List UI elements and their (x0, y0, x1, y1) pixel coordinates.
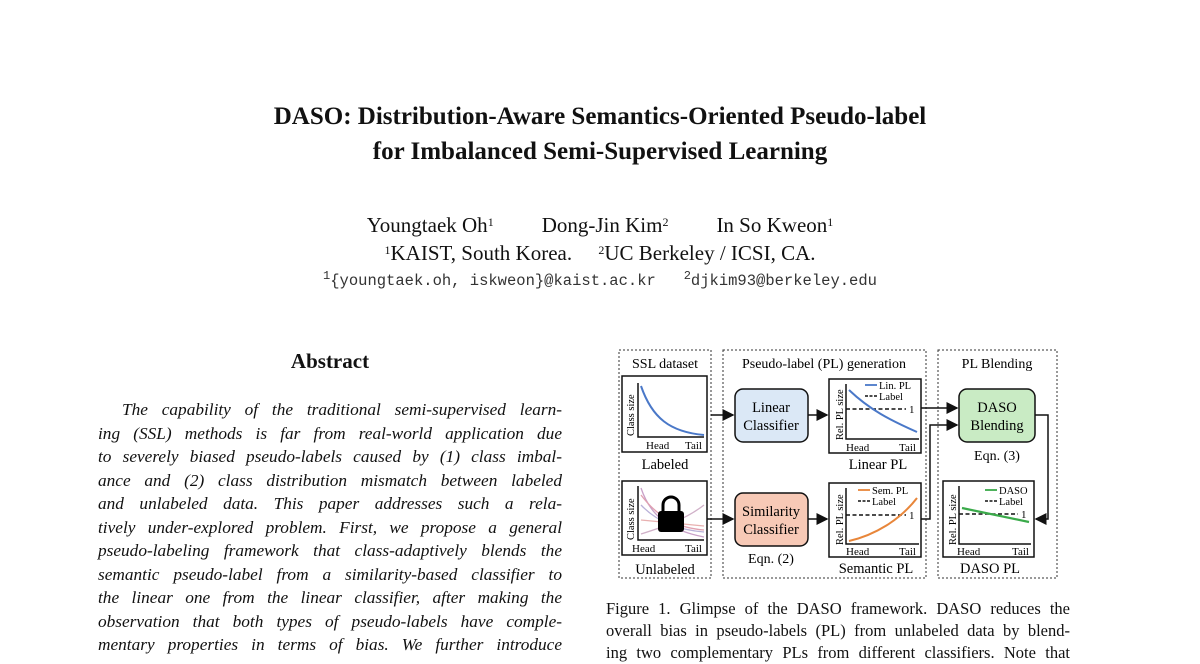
eqn3-label: Eqn. (3) (974, 449, 1020, 464)
daso-blending-label: Blending (970, 418, 1024, 434)
linear-classifier-label: Classifier (743, 418, 799, 434)
axis-label-head: Head (846, 442, 870, 454)
labeled-plot (622, 376, 707, 452)
daso-pl-label: DASO PL (959, 561, 1021, 577)
unlabeled-plot (622, 481, 707, 555)
unlabeled-label: Unlabeled (635, 562, 695, 578)
author-affil-mark: 1 (487, 215, 494, 229)
axis-label-head: Head (846, 546, 870, 558)
abstract-line: observation that both types of pseudo-labels have comple- (98, 611, 562, 631)
title-line-1: DASO: Distribution-Aware Semantics-Oriented Pseudo-label (273, 103, 927, 130)
caption-line: overall bias in pseudo-labels (PL) from unlabeled data by blend- (606, 621, 1070, 640)
axis-label-head: Head (646, 440, 670, 452)
legend-sem-pl: Sem. PL (872, 486, 909, 497)
axis-label-tail: Tail (685, 440, 702, 452)
axis-label-head: Head (632, 543, 656, 555)
semantic-pl-label: Semantic PL (838, 561, 914, 577)
title-line-2: for Imbalanced Semi-Supervised Learning (372, 138, 828, 165)
abstract-line: ance and (2) class distribution mismatch between labeled (98, 470, 562, 490)
abstract-line: semantic pseudo-label from a similarity-based classifier to (98, 564, 562, 584)
abstract-line: The capability of the traditional semi-supervised learn- (122, 400, 562, 419)
affil-mark: 1 (384, 243, 391, 257)
caption-line: ing two complementary PLs from different classifiers. Note that (606, 643, 1070, 662)
legend-lin-pl: Lin. PL (879, 381, 912, 392)
abstract-line: pseudo-labeling framework that class-adaptively blends the (98, 541, 562, 560)
abstract-heading: Abstract (290, 349, 370, 373)
abstract-body (98, 398, 562, 657)
ref-one: 1 (909, 510, 915, 522)
abstract-line: ing (SSL) methods is far from real-world application due (98, 423, 562, 443)
abstract-line: to severely biased pseudo-labels caused by (1) class imbal- (98, 447, 562, 466)
daso-framework-figure (610, 343, 1060, 583)
similarity-classifier-label: Classifier (743, 522, 799, 538)
linear-pl-plot (829, 379, 921, 454)
labeled-label: Labeled (641, 457, 689, 473)
eqn2-label: Eqn. (2) (748, 552, 794, 567)
author-affil-mark: 1 (827, 215, 834, 229)
axis-label-class-size: Class size (626, 394, 637, 436)
paper-title (0, 99, 1200, 169)
affiliation: KAIST, South Korea. (390, 241, 573, 265)
abstract-line: and unlabeled data. This paper addresses such a rela- (98, 494, 562, 513)
daso-pl-plot (943, 481, 1034, 558)
legend-label: Label (999, 497, 1023, 508)
axis-label-tail: Tail (899, 442, 916, 454)
author-name: Dong-Jin Kim (541, 213, 663, 237)
linear-pl-label: Linear PL (848, 457, 908, 473)
abstract-line: the linear one from the linear classifier, after making the (98, 588, 562, 607)
email-mark: 1 (323, 269, 331, 283)
author-affil-mark: 2 (662, 215, 669, 229)
daso-blending-label: DASO (977, 400, 1017, 416)
ref-one: 1 (1021, 509, 1027, 521)
emails (0, 269, 1200, 290)
panel-title-pl: Pseudo-label (PL) generation (741, 357, 907, 372)
email: djkim93@berkeley.edu (690, 272, 877, 290)
email: {youngtaek.oh, iskweon}@kaist.ac.kr (330, 272, 656, 290)
affiliations (0, 240, 1200, 266)
author-name: Youngtaek Oh (366, 213, 488, 237)
axis-label-rel-pl-size: Rel. PL size (835, 389, 846, 440)
axis-label-tail: Tail (1012, 546, 1029, 558)
abstract-line: tively under-explored problem. First, we propose a general (98, 517, 562, 537)
legend-label: Label (879, 392, 903, 403)
author-list (0, 212, 1200, 238)
legend-daso: DASO (999, 486, 1028, 497)
axis-label-tail: Tail (685, 543, 702, 555)
affil-mark: 2 (598, 243, 605, 257)
lock-icon (658, 497, 684, 532)
affiliation: UC Berkeley / ICSI, CA. (604, 241, 816, 265)
figure-caption (606, 598, 1070, 664)
axis-label-rel-pl-size: Rel. PL size (948, 494, 959, 545)
ref-one: 1 (909, 404, 915, 416)
linear-classifier-label: Linear (752, 400, 790, 416)
axis-label-tail: Tail (899, 546, 916, 558)
abstract-line: mentary properties in terms of bias. We further introduce (98, 635, 562, 654)
panel-title-ssl: SSL dataset (632, 357, 698, 372)
axis-label-class-size: Class size (626, 498, 637, 540)
similarity-classifier-label: Similarity (742, 504, 800, 520)
semantic-pl-plot (829, 483, 921, 558)
caption-line: Figure 1. Glimpse of the DASO framework. DASO reduces the (606, 599, 1070, 618)
panel-title-blend: PL Blending (961, 357, 1033, 372)
axis-label-rel-pl-size: Rel. PL size (835, 494, 846, 545)
legend-label: Label (872, 497, 896, 508)
email-mark: 2 (683, 269, 691, 283)
author-name: In So Kweon (716, 213, 828, 237)
axis-label-head: Head (957, 546, 981, 558)
